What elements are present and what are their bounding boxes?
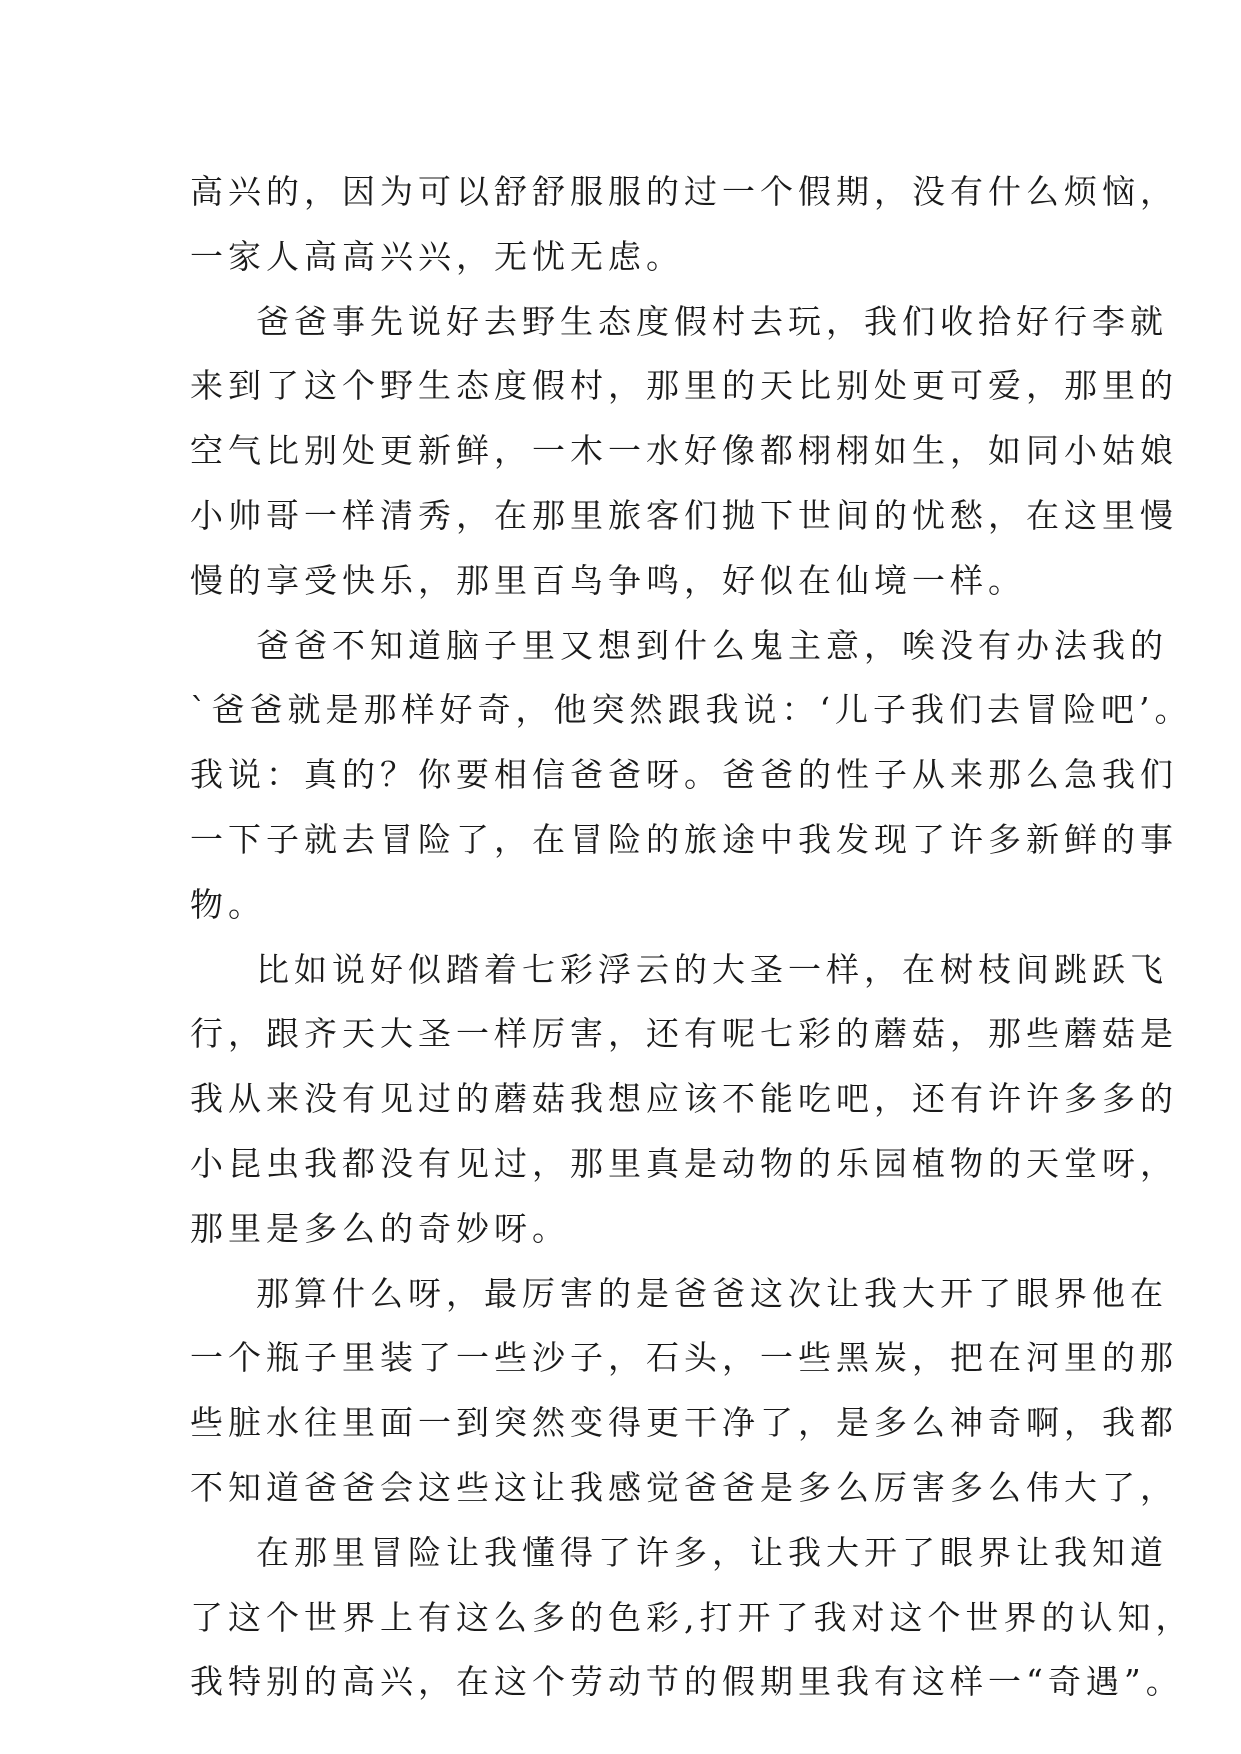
paragraph-first-line: 那算什么呀，最厉害的是爸爸这次让我大开了眼界他在: [256, 1273, 1168, 1313]
essay-body: [190, 160, 1194, 1715]
text-line: 高兴的，因为可以舒舒服服的过一个假期，没有什么烦恼，: [190, 172, 1178, 211]
text-line: 来到了这个野生态度假村，那里的天比别处更可爱，那里的: [190, 366, 1178, 406]
text-line: 一家人高高兴兴，无忧无虑。: [190, 236, 684, 276]
text-line: 一个瓶子里装了一些沙子，石头，一些黑炭，把在河里的那: [190, 1338, 1178, 1378]
text-line: 我特别的高兴，在这个劳动节的假期里我有这样一“奇遇”。: [190, 1662, 1184, 1702]
paragraph-first-line: 爸爸事先说好去野生态度假村去玩，我们收拾好行李就: [256, 301, 1168, 341]
text-line: 些脏水往里面一到突然变得更干净了，是多么神奇啊，我都: [190, 1403, 1178, 1443]
text-line: 一下子就去冒险了，在冒险的旅途中我发现了许多新鲜的事: [190, 819, 1178, 859]
text-line: `爸爸就是那样好奇，他突然跟我说：‘儿子我们去冒险吧’。: [190, 690, 1193, 730]
text-line: 空气比别处更新鲜，一木一水好像都栩栩如生，如同小姑娘: [190, 431, 1178, 471]
text-line: 我说：真的？你要相信爸爸呀。爸爸的性子从来那么急我们: [190, 755, 1178, 795]
text-line: 小帅哥一样清秀，在那里旅客们抛下世间的忧愁，在这里慢: [190, 495, 1178, 535]
paragraph-first-line: 在那里冒险让我懂得了许多，让我大开了眼界让我知道: [256, 1532, 1168, 1572]
text-line: 慢的享受快乐，那里百鸟争鸣，好似在仙境一样。: [190, 560, 1026, 600]
paragraph-first-line: 爸爸不知道脑子里又想到什么鬼主意，唉没有办法我的: [256, 625, 1168, 665]
text-line: 小昆虫我都没有见过，那里真是动物的乐园植物的天堂呀，: [190, 1143, 1178, 1183]
text-line: 行，跟齐天大圣一样厉害，还有呢七彩的蘑菇，那些蘑菇是: [190, 1014, 1178, 1054]
text-line: 了这个世界上有这么多的色彩,打开了我对这个世界的认知，: [190, 1597, 1194, 1637]
text-line: 我从来没有见过的蘑菇我想应该不能吃吧，还有许许多多的: [190, 1079, 1178, 1119]
paragraph-first-line: 比如说好似踏着七彩浮云的大圣一样，在树枝间跳跃飞: [256, 949, 1168, 989]
text-line: 那里是多么的奇妙呀。: [190, 1208, 570, 1248]
text-line: 不知道爸爸会这些这让我感觉爸爸是多么厉害多么伟大了，: [190, 1467, 1178, 1507]
text-line: 物。: [190, 884, 266, 924]
